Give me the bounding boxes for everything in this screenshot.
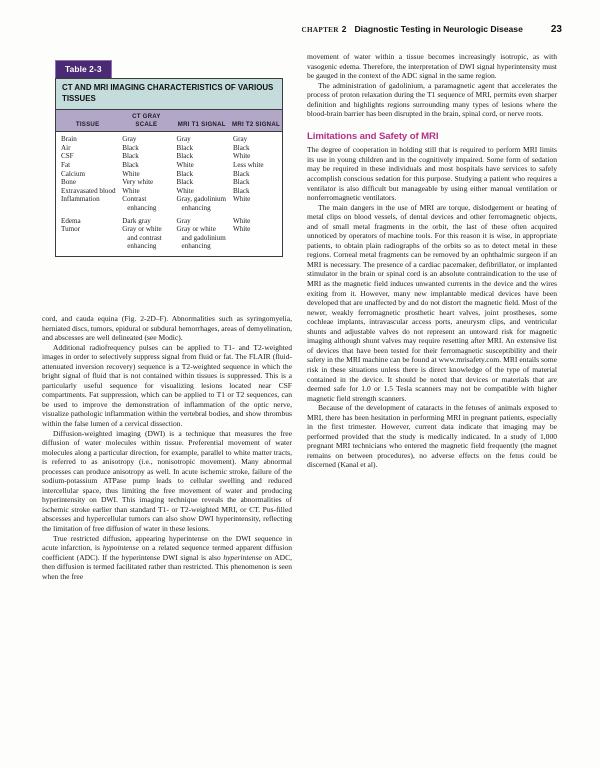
paragraph-right-4: The main dangers in the use of MRI are torque, dislodgement or heating of metal clips on blood vessels, of dental devices and other ferromagnetic objects, and of small metal fragments in the orbit, the last of these often acquired unnoticed by operators of machine tools. For this reason it is wise, in appropriate patients, to obtain plain radiographs of the orbits so as to detect metal in these regions. Corneal metal fragments can be removed by an ophthalmic surgeon if an MRI is necessary. The presence of a cardiac pacemaker, defibrillator, or implanted stimulator in the brain or spinal cord is an absolute contraindication to the use of MRI as the magnetic field induces unwanted currents in the device and the wires exiting from it. However, many new implantable medical devices have been developed that are unaffected by and do not distort the magnetic field. Most of the newer, weakly ferromagnetic prosthetic heart valves, joint prostheses, some cochleae implants, intravascular access ports, aneurysm clips, and ventricular shunts and adjustable valves do not represent an untoward risk for magnetic imaging although shunt valves may require resetting after MRI. An extensive list of devices that have been tested for their ferromagnetic susceptibility and their safety in the MRI machine can be found at www.mrisafety.com. MRI entails some risk in these situations unless there is direct knowledge of the type of material contained in the device. It should be noted that devices or materials that are deemed safe for 1.0 or 1.5 Tesla scanners may not be compatible with higher magnetic field strength scanners. bbox=[307, 202, 557, 403]
paragraph-right-2: The administration of gadolinium, a paramagnetic agent that accelerates the process of proton relaxation during the T1 sequence of MRI, permits even sharper definition and highlights regions surrounding many types of lesions where the blood-brain barrier has been disrupted in the brain, spinal cord, or nerve roots. bbox=[307, 80, 557, 119]
cell-t2: White bbox=[233, 225, 251, 234]
cell-t1: Black bbox=[176, 178, 194, 187]
cell-t2: White bbox=[233, 152, 251, 161]
running-head bbox=[40, 24, 562, 38]
cell-t1: Black bbox=[176, 143, 194, 152]
paragraph-left-4-italic2: hyperintense bbox=[223, 552, 262, 562]
cell-ct: White bbox=[122, 186, 140, 195]
paragraph-left-4 bbox=[42, 534, 292, 582]
table-row bbox=[56, 170, 282, 179]
cell-ct: Very white bbox=[122, 178, 154, 187]
paragraph-left-2: Additional radiofrequency pulses can be applied to T1- and T2-weighted images in order to selectively suppress signal from fluid or fat. The FLAIR (fluid-attenuated inversion recovery) sequence is a T2-weighted sequence in which the bright signal of fluid that is not contained within tissues is suppressed. This is a particularly useful sequence for visualizing lesions located near CSF compartments. Fat suppression, which can be applied to T1 or T2 sequences, can be used to improve the demonstration of inflammation of the optic nerve, visualize pathologic inflammation within the vertebral bodies, and show thrombus within the false lumen of a cervical dissection. bbox=[42, 342, 292, 429]
table-row bbox=[56, 195, 282, 212]
table-row bbox=[56, 144, 282, 153]
cell-t1-text: Gray, gadolinium enhancing bbox=[176, 195, 227, 212]
column-header-tissue: TISSUE bbox=[56, 110, 119, 132]
paragraph-right-3: The degree of cooperation in holding still that is required to perform MRI limits its use in young children and in the cognitively impaired. Some form of sedation may be required in these individuals and most hospitals have services to safely accomplish conscious sedation for this purpose. Studying a patient who requires a ventilator is also difficult but manageable by using either manual ventilation or nonferromagnetic ventilators. bbox=[307, 145, 557, 203]
cell-ct-text: Gray or white and contrast enhancing bbox=[122, 225, 162, 251]
table-badge: Table 2-3 bbox=[55, 60, 112, 79]
cell-ct: White bbox=[122, 169, 140, 178]
table-row bbox=[56, 152, 282, 161]
table-row bbox=[56, 225, 282, 256]
column-header-mri-t2-signal: MRI T2 SIGNAL bbox=[230, 110, 282, 132]
cell-t2: White bbox=[233, 195, 251, 204]
cell-ct bbox=[119, 195, 173, 212]
cell-t2: Gray bbox=[233, 135, 248, 144]
cell-tissue: Inflammation bbox=[61, 195, 100, 204]
cell-tissue: Air bbox=[61, 143, 71, 152]
cell-tissue: Tumor bbox=[61, 225, 81, 234]
table-title: CT AND MRI IMAGING CHARACTERISTICS OF VARIOUS TISSUES bbox=[56, 79, 282, 110]
cell-t2: Black bbox=[233, 186, 250, 195]
cell-ct bbox=[119, 225, 173, 256]
right-column bbox=[307, 52, 557, 470]
column-header-ct-line1: CT GRAY bbox=[132, 113, 161, 120]
cell-t2: Black bbox=[233, 178, 250, 187]
page-number: 23 bbox=[550, 24, 562, 35]
paragraph-left-4-part1: True restricted diffusion, appearing hyperintense on the DWI sequence in acute infarction, is bbox=[42, 533, 292, 553]
cell-t1 bbox=[174, 225, 231, 256]
paragraph-left-4-part3: on ADC, then diffusion is termed facilitated rather than restricted. This phenomenon is seen when the free bbox=[42, 552, 292, 581]
cell-tissue: Calcium bbox=[61, 169, 86, 178]
cell-t2: Black bbox=[233, 143, 250, 152]
running-head-title: Diagnostic Testing in Neurologic Disease bbox=[354, 24, 523, 34]
cell-ct-text: Contrast enhancing bbox=[122, 195, 157, 212]
cell-tissue: Edema bbox=[61, 216, 81, 225]
table-row bbox=[56, 132, 282, 144]
paragraph-left-1: cord, and cauda equina (Fig. 2-2D–F). Abnormalities such as syringomyelia, herniated discs, tumors, epidural or subdural hemorrhages, areas of demyelination, and abscesses are well delineated (see Modic). bbox=[42, 314, 292, 343]
table-row bbox=[56, 178, 282, 187]
table-header-row bbox=[56, 110, 282, 132]
paragraph-left-4-italic1: hypointense bbox=[102, 543, 139, 553]
cell-ct: Gray bbox=[122, 135, 137, 144]
table-2-3 bbox=[55, 59, 283, 257]
section-heading-limitations-safety-mri: Limitations and Safety of MRI bbox=[307, 130, 439, 142]
cell-t2: White bbox=[233, 216, 251, 225]
cell-ct: Black bbox=[122, 143, 139, 152]
cell-ct: Black bbox=[122, 152, 139, 161]
cell-t1: White bbox=[176, 186, 194, 195]
table-row bbox=[56, 161, 282, 170]
paragraph-left-3: Diffusion-weighted imaging (DWI) is a technique that measures the free diffusion of water molecules within tissue. Preferential movement of water molecules along a particular direction, for example, parallel to white matter tracts, is referred to as anisotropy (i.e., nonisotropic movement). Many abnormal processes can produce anisotropy as well. In acute ischemic stroke, failure of the sodium-potassium ATPase pump leads to cellular swelling and reduced intercellular space, thus limiting the free movement of water and producing hyperintensity on DWI. This imaging technique reveals the abnormalities of ischemic stroke earlier than standard T1- or T2-weighted MRI, or CT. Pus-filled abscesses and hypercellular tumors can also show DWI hyperintensity, reflecting the limitation of free diffusion of water in these lesions. bbox=[42, 428, 292, 534]
running-head-chapter-number: 2 bbox=[341, 24, 347, 34]
table-row bbox=[56, 187, 282, 196]
cell-tissue: Fat bbox=[61, 160, 71, 169]
cell-tissue bbox=[56, 187, 119, 196]
cell-ct: Black bbox=[122, 160, 139, 169]
cell-ct: Dark gray bbox=[122, 216, 151, 225]
cell-t1: Gray bbox=[176, 135, 191, 144]
table-body bbox=[56, 132, 282, 256]
cell-t1: Gray bbox=[176, 216, 191, 225]
cell-tissue-text: Extravasated blood bbox=[61, 186, 116, 195]
cell-t1 bbox=[174, 195, 231, 212]
cell-tissue: CSF bbox=[61, 152, 74, 161]
table-frame bbox=[55, 78, 283, 257]
cell-t2: Black bbox=[233, 169, 250, 178]
column-header-ct-line2: SCALE bbox=[135, 120, 158, 128]
table-data bbox=[56, 110, 282, 256]
cell-t1: Black bbox=[176, 169, 194, 178]
column-header-mri-t1-signal: MRI T1 SIGNAL bbox=[174, 110, 231, 132]
cell-t1: Black bbox=[176, 152, 194, 161]
cell-t1-text: Gray or white and gadolinium enhancing bbox=[176, 225, 226, 251]
running-head-chapter-word: CHAPTER bbox=[301, 26, 339, 34]
table-head bbox=[56, 110, 282, 132]
cell-tissue: Brain bbox=[61, 135, 77, 144]
paragraph-left-4-part2: on a related sequence termed apparent diffusion coefficient (ADC). If the hyperintense DWI signal is also bbox=[42, 543, 292, 562]
paragraph-right-5: Because of the development of cataracts in the fetuses of animals exposed to MRI, there has been hesitation in performing MRI in pregnant patients, especially in the first trimester. However, current data indicate that imaging may be performed provided that the study is medically indicated. In a study of 1,000 pregnant MRI technicians who entered the magnetic field frequently (the magnet remains on between procedures), no adverse effects on the fetus could be discerned (Kanal et al). bbox=[307, 403, 557, 470]
cell-tissue: Bone bbox=[61, 178, 76, 187]
column-header-ct-gray-scale bbox=[119, 110, 173, 132]
cell-t1: White bbox=[176, 160, 194, 169]
cell-t2: Less white bbox=[233, 160, 264, 169]
table-row bbox=[56, 217, 282, 226]
paragraph-right-1: movement of water within a tissue becomes increasingly isotropic, as with vasogenic edema. Therefore, the interpretation of DWI signal hyperintensity must be gauged in the context of the ADC signal in the same region. bbox=[307, 52, 557, 81]
